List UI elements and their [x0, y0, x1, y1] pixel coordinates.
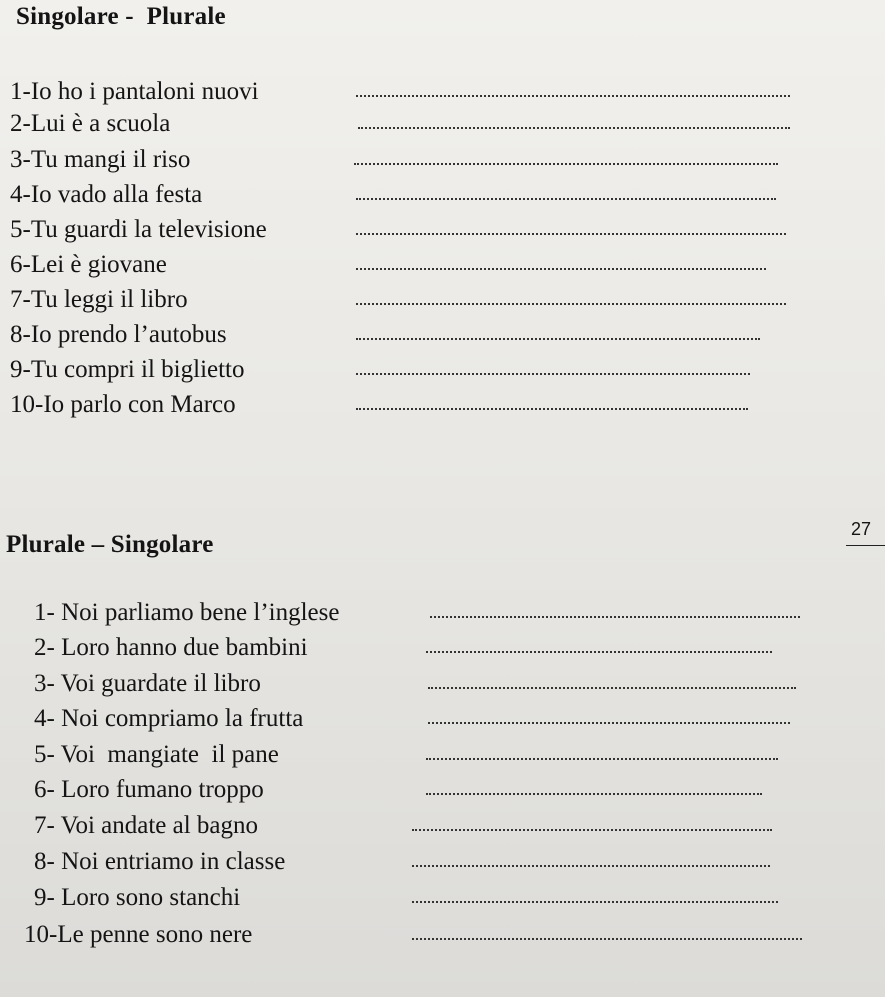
answer-blank[interactable] [412, 938, 802, 940]
exercise-row [34, 598, 814, 628]
answer-blank[interactable] [428, 722, 790, 724]
exercise-sentence: 1- Noi parliamo bene l’inglese [34, 599, 340, 626]
exercise-sentence: 4-Io vado alla festa [10, 181, 203, 208]
answer-blank[interactable] [426, 793, 762, 795]
exercise-row [10, 109, 790, 139]
answer-blank[interactable] [428, 687, 796, 689]
exercise-sentence: 6- Loro fumano troppo [34, 776, 264, 803]
exercise-row [10, 355, 790, 385]
exercise-row [34, 775, 814, 805]
exercise-sentence: 3- Voi guardate il libro [34, 670, 261, 697]
exercise-row [10, 390, 790, 420]
page-number-rule [846, 545, 885, 546]
exercise-row [10, 77, 790, 107]
section-title-singolare-plurale: Singolare - Plurale [16, 3, 226, 30]
exercise-sentence: 7-Tu leggi il libro [10, 286, 188, 313]
exercise-sentence: 8- Noi entriamo in classe [34, 848, 286, 875]
exercise-sentence: 8-Io prendo l’autobus [10, 321, 227, 348]
answer-blank[interactable] [356, 408, 748, 410]
exercise-row [34, 740, 814, 770]
exercise-row [24, 920, 814, 950]
exercise-sentence: 1-Io ho i pantaloni nuovi [10, 78, 259, 105]
exercise-row [34, 669, 814, 699]
answer-blank[interactable] [412, 865, 770, 867]
answer-blank[interactable] [426, 651, 772, 653]
answer-blank[interactable] [354, 163, 778, 165]
exercise-row [10, 250, 790, 280]
answer-blank[interactable] [356, 303, 786, 305]
page-number: 27 [851, 519, 872, 539]
answer-blank[interactable] [356, 338, 760, 340]
exercise-sentence: 5-Tu guardi la televisione [10, 216, 267, 243]
answer-blank[interactable] [356, 198, 776, 200]
exercise-sentence: 2-Lui è a scuola [10, 110, 171, 137]
exercise-row [34, 883, 814, 913]
exercise-sentence: 3-Tu mangi il riso [10, 146, 191, 173]
answer-blank[interactable] [356, 233, 786, 235]
exercise-sentence: 5- Voi mangiate il pane [34, 741, 279, 768]
exercise-sentence: 7- Voi andate al bagno [34, 812, 259, 839]
answer-blank[interactable] [412, 901, 778, 903]
exercise-sentence: 4- Noi compriamo la frutta [34, 705, 304, 732]
exercise-row [10, 320, 790, 350]
exercise-sentence: 10-Io parlo con Marco [10, 391, 236, 418]
exercise-row [10, 215, 790, 245]
section-title-plurale-singolare: Plurale – Singolare [6, 531, 214, 558]
answer-blank[interactable] [430, 616, 800, 618]
exercise-row [10, 145, 790, 175]
exercise-row [34, 633, 814, 663]
exercise-sentence: 10-Le penne sono nere [24, 921, 253, 948]
exercise-sentence: 9- Loro sono stanchi [34, 884, 241, 911]
answer-blank[interactable] [412, 829, 772, 831]
answer-blank[interactable] [356, 95, 790, 97]
exercise-row [10, 180, 790, 210]
exercise-row [34, 704, 814, 734]
answer-blank[interactable] [356, 373, 750, 375]
answer-blank[interactable] [358, 127, 790, 129]
exercise-row [10, 285, 790, 315]
answer-blank[interactable] [426, 758, 778, 760]
exercise-row [34, 847, 814, 877]
exercise-sentence: 2- Loro hanno due bambini [34, 634, 308, 661]
exercise-sentence: 6-Lei è giovane [10, 251, 167, 278]
exercise-row [34, 811, 814, 841]
answer-blank[interactable] [356, 268, 766, 270]
exercise-sentence: 9-Tu compri il biglietto [10, 356, 245, 383]
